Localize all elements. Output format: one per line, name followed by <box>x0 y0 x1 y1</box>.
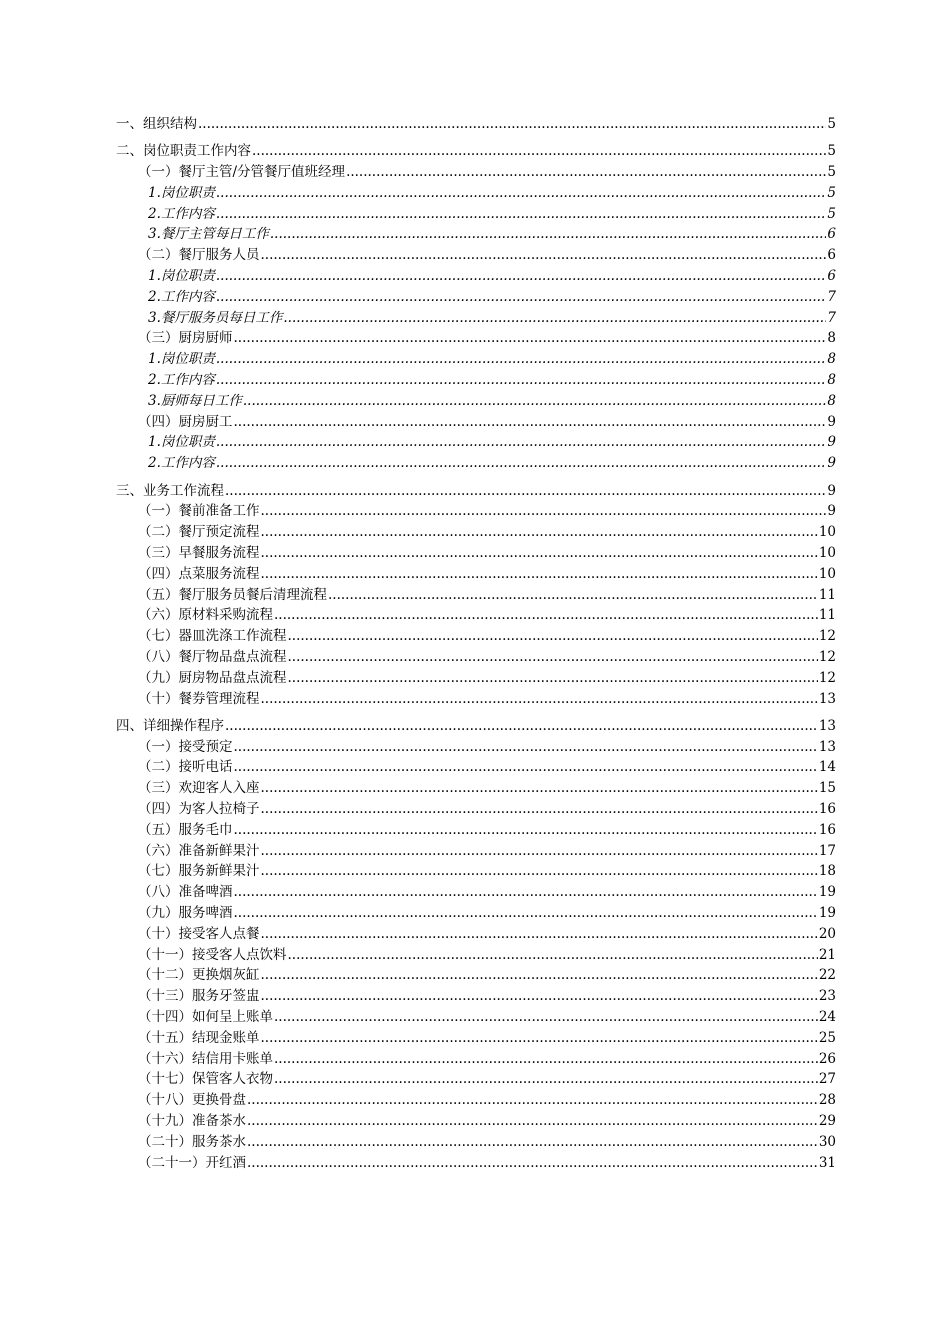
toc-entry-title: （十一）接受客人点饮料 <box>138 946 287 963</box>
toc-entry-page-number: 10 <box>818 524 836 541</box>
toc-dot-leader <box>234 882 818 903</box>
toc-dot-leader <box>216 349 827 370</box>
toc-entry-page-number: 8 <box>827 330 836 347</box>
toc-dot-leader <box>261 924 818 945</box>
toc-dot-leader <box>247 1132 818 1153</box>
toc-entry-title: （十）餐券管理流程 <box>138 690 260 707</box>
toc-entry-title: 2.工作内容 <box>148 205 215 222</box>
toc-entry-page-number: 9 <box>827 455 836 472</box>
toc-entry[interactable] <box>116 162 836 183</box>
toc-dot-leader <box>274 1069 818 1090</box>
toc-entry-title: （十九）准备茶水 <box>138 1112 246 1129</box>
toc-entry-page-number: 9 <box>827 413 836 430</box>
toc-dot-leader <box>261 778 818 799</box>
toc-entry[interactable] <box>116 605 836 626</box>
toc-entry-page-number: 14 <box>818 759 836 776</box>
toc-entry-page-number: 8 <box>827 351 836 368</box>
toc-entry-title: （二）餐厅预定流程 <box>138 524 260 541</box>
toc-dot-leader <box>261 522 818 543</box>
toc-dot-leader <box>261 965 818 986</box>
toc-dot-leader <box>328 585 818 606</box>
toc-dot-leader <box>247 1153 818 1174</box>
toc-entry-page-number: 9 <box>827 503 836 520</box>
toc-dot-leader <box>274 605 818 626</box>
toc-entry-page-number: 29 <box>818 1112 836 1129</box>
toc-entry-title: 1.岗位职责 <box>148 351 215 368</box>
toc-entry[interactable] <box>116 689 836 710</box>
toc-entry-page-number: 9 <box>827 482 836 499</box>
toc-entry[interactable] <box>116 737 836 758</box>
toc-entry[interactable] <box>116 481 836 502</box>
toc-entry-page-number: 26 <box>818 1050 836 1067</box>
toc-entry-title: （三）欢迎客人入座 <box>138 780 260 797</box>
toc-entry[interactable] <box>116 328 836 349</box>
toc-dot-leader <box>234 757 818 778</box>
toc-entry-title: （四）厨房厨工 <box>138 413 233 430</box>
toc-entry-page-number: 5 <box>827 116 836 132</box>
toc-entry-title: （一）餐前准备工作 <box>138 503 260 520</box>
toc-entry-title: 2.工作内容 <box>148 372 215 389</box>
toc-entry-page-number: 22 <box>818 967 836 984</box>
toc-dot-leader <box>261 1028 818 1049</box>
toc-entry-title: 四、详细操作程序 <box>116 717 224 734</box>
toc-entry-title: （十三）服务牙签盅 <box>138 988 260 1005</box>
toc-entry-title: 3.厨师每日工作 <box>148 392 242 409</box>
toc-entry[interactable] <box>116 924 836 945</box>
toc-entry[interactable] <box>116 716 836 737</box>
toc-dot-leader <box>261 841 818 862</box>
toc-dot-leader <box>234 737 818 758</box>
toc-entry-title: 2.工作内容 <box>148 288 215 305</box>
toc-dot-leader <box>270 224 827 245</box>
toc-entry-page-number: 24 <box>818 1008 836 1025</box>
toc-entry-page-number: 13 <box>818 717 836 734</box>
toc-entry[interactable] <box>116 564 836 585</box>
toc-entry-title: （四）为客人拉椅子 <box>138 801 260 817</box>
toc-dot-leader <box>216 453 827 474</box>
toc-entry-title: （六）准备新鲜果汁 <box>138 842 260 859</box>
toc-entry[interactable] <box>116 204 836 225</box>
toc-entry-title: （一）接受预定 <box>138 738 233 755</box>
toc-dot-leader <box>247 1111 818 1132</box>
toc-entry-title: （九）服务啤酒 <box>138 904 233 921</box>
toc-dot-leader <box>216 287 827 308</box>
toc-entry[interactable] <box>116 114 836 135</box>
toc-entry[interactable] <box>116 308 836 329</box>
toc-entry-page-number: 8 <box>827 372 836 389</box>
toc-entry-page-number: 13 <box>818 738 836 755</box>
toc-entry-page-number: 5 <box>827 205 836 222</box>
toc-entry[interactable] <box>116 1132 836 1153</box>
toc-entry-title: （七）器皿洗涤工作流程 <box>138 628 287 645</box>
toc-dot-leader <box>234 820 818 841</box>
table-of-contents <box>116 114 836 1173</box>
toc-entry-title: （六）原材料采购流程 <box>138 607 273 624</box>
toc-entry-title: （二十一）开红酒 <box>138 1154 246 1171</box>
toc-entry-page-number: 18 <box>818 863 836 880</box>
toc-entry-title: （十二）更换烟灰缸 <box>138 967 260 984</box>
toc-entry[interactable] <box>116 349 836 370</box>
toc-entry[interactable] <box>116 1090 836 1111</box>
toc-dot-leader <box>234 412 827 433</box>
toc-dot-leader <box>261 861 818 882</box>
toc-entry-title: （十八）更换骨盘 <box>138 1092 246 1109</box>
toc-entry-title: （五）餐厅服务员餐后清理流程 <box>138 586 327 603</box>
toc-entry[interactable] <box>116 882 836 903</box>
toc-entry-page-number: 7 <box>827 309 836 326</box>
toc-entry[interactable] <box>116 626 836 647</box>
toc-entry-page-number: 17 <box>818 842 836 859</box>
toc-entry-page-number: 16 <box>818 821 836 838</box>
toc-entry-page-number: 21 <box>818 946 836 963</box>
toc-entry[interactable] <box>116 224 836 245</box>
toc-entry-page-number: 28 <box>818 1092 836 1109</box>
toc-entry-title: （一）餐厅主管/分管餐厅值班经理 <box>138 164 346 181</box>
toc-entry-title: （九）厨房物品盘点流程 <box>138 669 287 686</box>
toc-entry-title: （二十）服务茶水 <box>138 1133 246 1150</box>
toc-entry[interactable] <box>116 287 836 308</box>
toc-entry-title: 一、组织结构 <box>116 116 197 132</box>
toc-entry-page-number: 10 <box>818 565 836 582</box>
toc-dot-leader <box>198 114 826 135</box>
toc-dot-leader <box>288 647 818 668</box>
toc-entry-title: （四）点菜服务流程 <box>138 565 260 582</box>
toc-dot-leader <box>261 986 818 1007</box>
toc-dot-leader <box>247 1090 818 1111</box>
toc-dot-leader <box>261 564 818 585</box>
toc-entry[interactable] <box>116 1028 836 1049</box>
toc-entry-title: （八）准备啤酒 <box>138 884 233 901</box>
toc-entry[interactable] <box>116 543 836 564</box>
toc-entry-page-number: 6 <box>827 247 836 264</box>
toc-entry[interactable] <box>116 391 836 412</box>
toc-entry[interactable] <box>116 1049 836 1070</box>
toc-entry-page-number: 12 <box>818 648 836 665</box>
toc-dot-leader <box>274 1007 818 1028</box>
toc-entry-title: （三）早餐服务流程 <box>138 544 260 561</box>
toc-entry-title: （十）接受客人点餐 <box>138 925 260 942</box>
toc-entry[interactable] <box>116 986 836 1007</box>
toc-dot-leader <box>216 204 827 225</box>
toc-entry-page-number: 12 <box>818 669 836 686</box>
toc-entry-title: （十七）保管客人衣物 <box>138 1071 273 1088</box>
toc-dot-leader <box>216 183 827 204</box>
toc-entry[interactable] <box>116 245 836 266</box>
toc-dot-leader <box>216 432 827 453</box>
toc-entry-page-number: 10 <box>818 544 836 561</box>
toc-entry-title: （二）餐厅服务人员 <box>138 247 260 264</box>
toc-entry[interactable] <box>116 903 836 924</box>
toc-entry[interactable] <box>116 757 836 778</box>
toc-dot-leader <box>288 945 818 966</box>
toc-entry[interactable] <box>116 183 836 204</box>
toc-entry-page-number: 19 <box>818 904 836 921</box>
toc-entry[interactable] <box>116 1069 836 1090</box>
toc-entry-page-number: 16 <box>818 801 836 817</box>
toc-entry-page-number: 8 <box>827 392 836 409</box>
toc-entry[interactable] <box>116 841 836 862</box>
toc-dot-leader <box>234 903 818 924</box>
toc-entry[interactable] <box>116 647 836 668</box>
toc-entry-page-number: 20 <box>818 925 836 942</box>
toc-entry[interactable] <box>116 501 836 522</box>
toc-entry[interactable] <box>116 1153 836 1174</box>
toc-entry[interactable] <box>116 778 836 799</box>
toc-entry-page-number: 27 <box>818 1071 836 1088</box>
toc-entry[interactable] <box>116 799 836 820</box>
toc-entry[interactable] <box>116 432 836 453</box>
toc-entry-title: 1.岗位职责 <box>148 268 215 285</box>
toc-dot-leader <box>261 501 827 522</box>
toc-entry-title: （十五）结现金账单 <box>138 1029 260 1046</box>
toc-entry[interactable] <box>116 266 836 287</box>
toc-entry-page-number: 7 <box>827 288 836 305</box>
toc-entry-page-number: 19 <box>818 884 836 901</box>
toc-entry-page-number: 5 <box>827 184 836 201</box>
toc-dot-leader <box>274 1049 818 1070</box>
toc-entry-page-number: 25 <box>818 1029 836 1046</box>
toc-entry[interactable] <box>116 1007 836 1028</box>
toc-entry-title: （二）接听电话 <box>138 759 233 776</box>
toc-entry-page-number: 30 <box>818 1133 836 1150</box>
toc-entry[interactable] <box>116 585 836 606</box>
toc-entry[interactable] <box>116 141 836 162</box>
toc-entry-title: （三）厨房厨师 <box>138 330 233 347</box>
toc-dot-leader <box>261 245 827 266</box>
toc-entry-title: （十四）如何呈上账单 <box>138 1008 273 1025</box>
toc-entry[interactable] <box>116 668 836 689</box>
toc-dot-leader <box>234 328 827 349</box>
toc-entry-title: （八）餐厅物品盘点流程 <box>138 648 287 665</box>
toc-dot-leader <box>243 391 827 412</box>
toc-entry[interactable] <box>116 370 836 391</box>
toc-entry-page-number: 5 <box>827 143 836 160</box>
toc-dot-leader <box>225 481 826 502</box>
toc-entry-page-number: 5 <box>827 164 836 181</box>
toc-entry[interactable] <box>116 861 836 882</box>
toc-entry-title: （七）服务新鲜果汁 <box>138 863 260 880</box>
toc-entry-title: 1.岗位职责 <box>148 434 215 451</box>
toc-entry[interactable] <box>116 522 836 543</box>
toc-entry-page-number: 11 <box>818 607 836 624</box>
toc-entry-page-number: 6 <box>827 268 836 285</box>
toc-entry-title: （五）服务毛巾 <box>138 821 233 838</box>
toc-entry-page-number: 13 <box>818 690 836 707</box>
toc-entry[interactable] <box>116 1111 836 1132</box>
toc-entry-title: （十六）结信用卡账单 <box>138 1050 273 1067</box>
toc-dot-leader <box>283 308 826 329</box>
toc-entry-title: 3.餐厅服务员每日工作 <box>148 309 283 326</box>
toc-entry[interactable] <box>116 412 836 433</box>
toc-dot-leader <box>225 716 818 737</box>
toc-dot-leader <box>261 799 818 820</box>
toc-entry[interactable] <box>116 820 836 841</box>
toc-dot-leader <box>216 370 827 391</box>
toc-dot-leader <box>252 141 826 162</box>
toc-entry-page-number: 23 <box>818 988 836 1005</box>
toc-entry-page-number: 15 <box>818 780 836 797</box>
toc-dot-leader <box>288 668 818 689</box>
toc-dot-leader <box>216 266 827 287</box>
toc-dot-leader <box>261 543 818 564</box>
toc-entry[interactable] <box>116 453 836 474</box>
toc-entry-page-number: 31 <box>818 1154 836 1171</box>
toc-entry-page-number: 11 <box>818 586 836 603</box>
toc-entry-title: 2.工作内容 <box>148 455 215 472</box>
toc-entry[interactable] <box>116 945 836 966</box>
toc-entry-page-number: 9 <box>827 434 836 451</box>
toc-entry-title: 3.餐厅主管每日工作 <box>148 226 269 243</box>
toc-dot-leader <box>261 689 818 710</box>
toc-entry-title: 1.岗位职责 <box>148 184 215 201</box>
toc-entry-page-number: 12 <box>818 628 836 645</box>
toc-entry-title: 三、业务工作流程 <box>116 482 224 499</box>
toc-entry-title: 二、岗位职责工作内容 <box>116 143 251 160</box>
toc-dot-leader <box>288 626 818 647</box>
toc-dot-leader <box>346 162 826 183</box>
toc-entry-page-number: 6 <box>827 226 836 243</box>
toc-entry[interactable] <box>116 965 836 986</box>
